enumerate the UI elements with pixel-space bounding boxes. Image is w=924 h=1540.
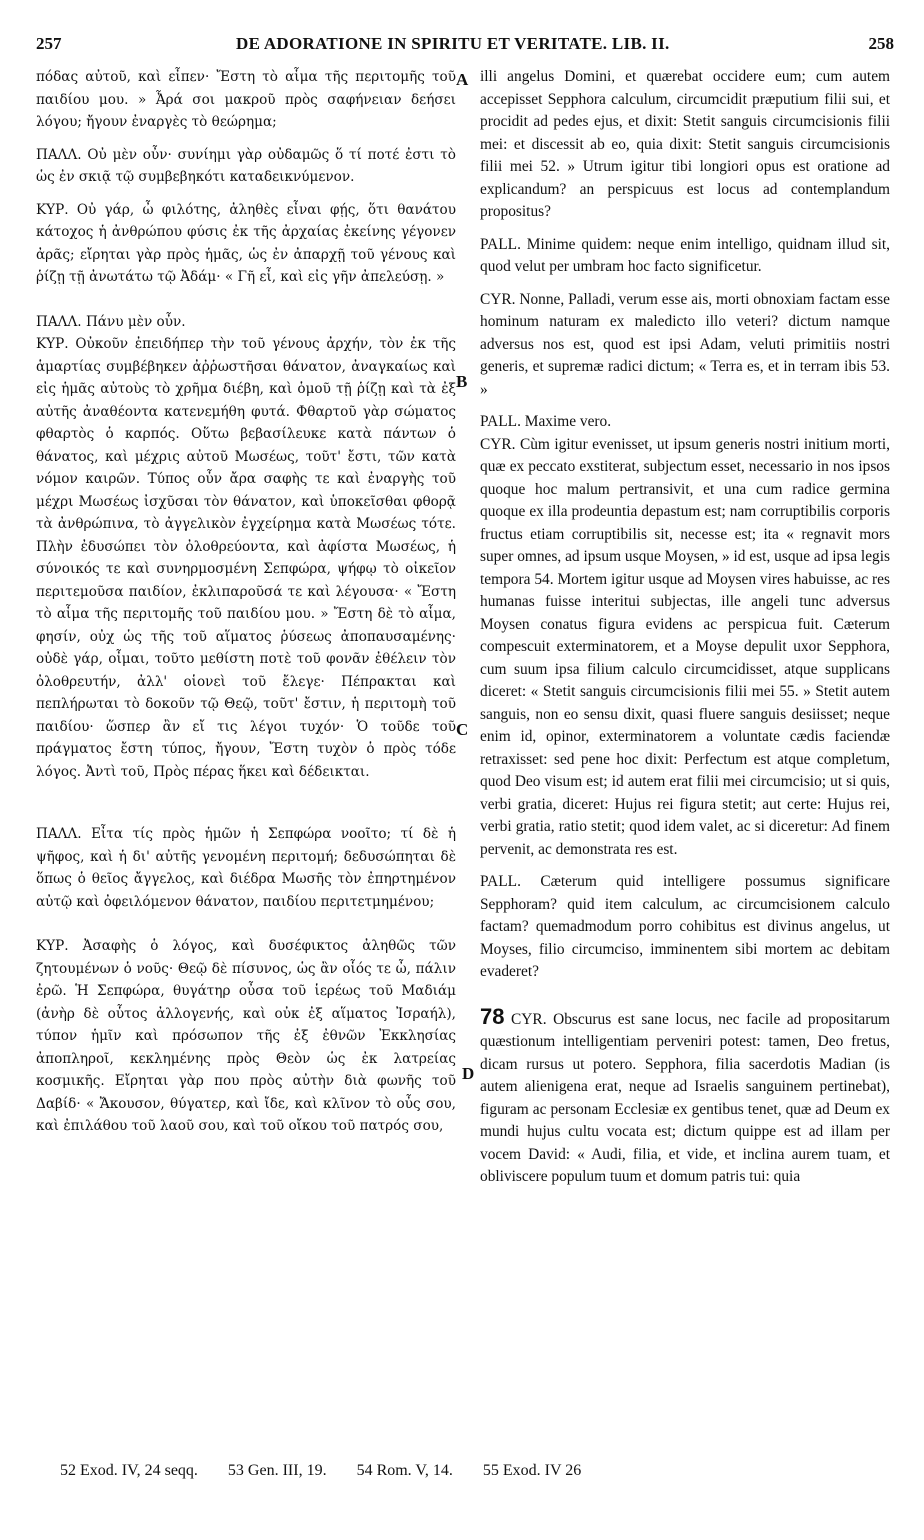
footnote: 55 Exod. IV 26 — [482, 1462, 582, 1479]
latin-paragraph: CYR. Nonne, Palladi, verum esse ais, morti obnoxiam factam esse hominum naturam ex maledicto illo veteri? dictum namque adversus nos est, quod est ipsi Adam, veluti primitiis nostri generis, et supremæ radici dictum; « Terra es, et in terram ibis 53. » — [480, 290, 890, 398]
section-number: 78 — [480, 1003, 505, 1029]
greek-paragraph: ΚΥΡ. Ἀσαφὴς ὁ λόγος, καὶ δυσέφικτος ἀληθῶς τῶν ζητουμένων ὁ νοῦς· Θεῷ δὲ πίσυνος, ὡς ἂν οἷός τε ὦ, πάλιν ἐρῶ. Ἡ Σεπφώρα, θυγάτηρ οὖσα τοῦ ἱερέως τοῦ Μαδιάμ (ἀνὴρ δὲ οὗτος ἀλλογενής, καὶ οὐκ ἐξ αἵματος Ἰσραήλ), τύπον ἡμῖν καὶ πρόσωπον τῆς ἐξ ἐθνῶν Ἐκκλησίας ἀποπληροῖ, κεκλημένης πρὸς Θεὸν ὡς ἐκ λατρείας κοσμικῆς. Εἴρηται γὰρ που πρὸς αὐτὴν διὰ φωνῆς τοῦ Δαβίδ· « Ἄκουσον, θύγατερ, καὶ ἴδε, καὶ κλῖνον τὸ οὖς σου, καὶ ἐπιλάθου τοῦ λαοῦ σου, καὶ τοῦ οἴκου τοῦ πατρός σου, — [36, 938, 456, 1134]
footnotes — [60, 1462, 884, 1480]
greek-paragraph: ΚΥΡ. Οὐκοῦν ἐπειδήπερ τὴν τοῦ γένους ἀρχήν, τὸν ἐκ τῆς ἁμαρτίας συμβέβηκεν ἀῤῥωστῆσαι θάνατον, ἀναγκαίως καὶ εἰς ἡμᾶς αὐτοὺς τὸ χρῆμα διέβη, καὶ ὁμοῦ τῇ ῥίζῃ καὶ τὰ ἐξ αὐτῆς ἀναθέοντα κατενεμήθη φυτά. Φθαρτοῦ γὰρ σώματος φθαρτὸς ὁ καρπός. Οὕτω βεβασίλευκε κατὰ πάντων ὁ θάνατος, καὶ μέχρις αὐτοῦ Μωσέως, τοῦτ' ἔστι, τῶν κατὰ νόμον καιρῶν. Τύπος οὖν ἄρα σαφὴς τε καὶ ἐναργὴς τοῦ μέχρι Μωσέως ἰσχῦσαι τὸν θάνατον, καὶ ὑποκεῖσθαι φθορᾷ τὰ ἀνθρώπινα, τὸ ἀγγελικὸν ἐγχείρημα κατὰ Μωσέως τότε. Πλὴν ἐδυσώπει τὸν ὀλοθρεύοντα, καὶ ἀφίστα Μωσέως, ἡ σύνοικός τε καὶ συνηρμοσμένη Σεπφώρα, ψήφῳ τὸ οἰκεῖον περιτεμοῦσα παιδίον, ἐκλιπαροῦσά τε καὶ λέγουσα· « Ἔστη τὸ αἷμα τῆς περιτομῆς τοῦ παιδίου μου. » Ἔστη δὲ τὸ αἷμα, φησίν, οὐχ ὡς τῆς τοῦ αἵματος ῥύσεως ἀποπαυσαμένης· οὐδὲ γάρ, οἶμαι, τοῦτο μεθίστη ποτὲ τοῦ φονᾶν ἐθέλειν τὸν ὀλοθρευτήν, ἀλλ' οἱονεὶ τοῦ ἔλεγε· Πέπρακται καὶ πεπλήρωται τὸ δοκοῦν τῷ Θεῷ, τοῦτ' ἔστιν, ἡ περιτομὴ τοῦ παιδίου· ὥσπερ ἂν εἴ τις λέγοι τυχόν· Ὁ τοῦδε τοῦ πράγματος ἔστη τύπος, ἤγουν, Ἔστη τυχὸν ὁ πρὸς τόδε λόγος. Ἀντὶ τοῦ, Πρὸς πέρας ἥκει καὶ δέδεικται. — [36, 336, 456, 780]
page-number-right: 258 — [868, 34, 894, 53]
latin-paragraph: PALL. Maxime vero. — [480, 413, 612, 430]
running-title: DE ADORATIONE IN SPIRITU ET VERITATE. LIB. II. — [236, 34, 670, 53]
latin-paragraph-text: CYR. Obscurus est sane locus, nec facile ad propositarum quæstionum intelligentiam perveniri potest: tamen, Deo fretus, dicam rursus ut potero. Sepphora, filia sacerdotis Madian (is autem alienigena erat, neque ad Israelis sanguinem pertinebat), figuram ac personam Ecclesiæ ex gentibus tenet, quæ ad Deum ex mundi hujus cultu vocata est; dictum quippe est ad illam per vocem David: « Audi, filia, et vide, et inclina aurem tuam, et obliviscere populum tuum et domum patris tui: quia — [480, 1010, 890, 1185]
margin-mark-b: B — [456, 372, 468, 391]
page-number-left: 257 — [36, 34, 62, 53]
latin-paragraph: PALL. Cæterum quid intelligere possumus significare Sepphoram? quid item calculum, ac circumcisionem calculo factam? quemadmodum porro cohibitus est divinus angelus, ut Moyses, filio circumciso, imminentem sibi mortem ac debitam evaderet? — [480, 873, 890, 980]
page-header — [36, 34, 894, 64]
footnote: 53 Gen. III, 19. — [227, 1462, 327, 1479]
greek-paragraph: ΠΑΛΛ. Εἶτα τίς πρὸς ἡμῶν ἡ Σεπφώρα νοοῖτο; τί δὲ ἡ ψῆφος, καὶ ἡ δι' αὐτῆς γενομένη περιτομή; δεδυσώπηται δὲ ὅπως ὁ θεῖος ἄγγελος, καὶ διέδρα Μωσῆς τὸν ἐπηρτημένον αὐτῷ καὶ ὀφειλόμενον θάνατον, παιδίου περιτετμημένου; — [36, 826, 456, 910]
footnote: 54 Rom. V, 14. — [356, 1462, 453, 1479]
margin-mark-d: D — [462, 1064, 475, 1083]
greek-paragraph: πόδας αὐτοῦ, καὶ εἶπεν· Ἔστη τὸ αἷμα τῆς περιτομῆς τοῦ παιδίου μου. » Ἆρά σοι μακροῦ πρὸς σαφήνειαν δεήσει λόγου; ἤγουν ἐναργὲς τὸ θεώρημα; — [36, 69, 456, 130]
latin-paragraph: illi angelus Domini, et quærebat occidere eum; cum autem accepisset Sepphora calculum, circumcidit præputium filii sui, et procidit ad pedes ejus, et dixit: Stetit sanguis circumcisionis filii mei: et discessit ab eo, quia dixit: Stetit sanguis circumcisionis filii mei 52. » Utrum igitur tibi longiori opus est oratione ad explicandum? an perspicuus est locus ad contemplandum propositus? — [480, 68, 890, 220]
greek-paragraph: ΠΑΛΛ. Πάνυ μὲν οὖν. — [36, 313, 186, 330]
latin-column — [480, 66, 890, 1189]
greek-paragraph: ΚΥΡ. Οὐ γάρ, ὦ φιλότης, ἀληθὲς εἶναι φῄς, ὅτι θανάτου κάτοχος ἡ ἀνθρώπου φύσις ἐκ τῆς ἀρχαίας ἐκείνης γέγονεν ἀρᾶς; εἴρηται γὰρ πρὸς ἡμᾶς, ὡς ἐν ἀπαρχῇ τοῦ γένους καὶ ῥίζῃ τῇ ἀνωτάτω τῷ Ἀδάμ· « Γῆ εἶ, καὶ εἰς γῆν ἀπελεύσῃ. » — [36, 201, 456, 285]
margin-mark-a: A — [456, 70, 469, 89]
greek-column — [36, 66, 456, 1138]
greek-paragraph: ΠΑΛΛ. Οὐ μὲν οὖν· συνίημι γὰρ οὐδαμῶς ὅ τί ποτέ ἐστι τὸ ὡς ἐν σκιᾷ τῷ συμβεβηκότι καταδεικνύμενον. — [36, 146, 456, 185]
footnote: 52 Exod. IV, 24 seqq. — [60, 1462, 198, 1479]
latin-paragraph: PALL. Minime quidem: neque enim intelligo, quidnam illud sit, quod velut per umbram hoc facto significetur. — [480, 235, 890, 275]
latin-paragraph: CYR. Cùm igitur evenisset, ut ipsum generis nostri initium morti, quæ ex peccato exstiterat, subjectum esset, necessario in nos ipsos quoque hoc malum pertransivit, et una cum radice germina quoque ex illa prodeuntia depastum est; nam corruptibilis corporis fructus etiam corruptibilis sit, necesse est; ita « regnavit mors super omnes, ad ipsum usque Moysen, » id est, usque ad ipsa legis tempora 54. Mortem igitur usque ad Moysen vires habuisse, ac res humanas fuisse interitui subjectas, ille angeli tunc adversus Moysen conatus figura evidens ac perspicua fuit. Cæterum compescuit exterminatorem, et a Moyse depulit uxor Sepphora, cum suum ipsa filium calculo circumcidisset, atque supplicans diceret: « Stetit sanguis circumcisionis filii mei 55. » Stetit autem sanguis, non eo sensu dixit, quasi fluere sanguis desiisset; neque enim id, opinor, exterminatorem a voluntate cædis faciendæ retraxisset: sed pene hoc dixit: Perfectum est atque completum, quod Deo visum est; id autem erat filii mei circumcisio; ut si quis, verbi gratia, diceret: Hujus rei figura stetit; aut certe: Hujus rei, verbi gratia, ratio stetit; quod idem valet, ac si diceretur: Ad finem pervenit, ac demonstrata res est. — [480, 435, 890, 858]
margin-mark-c: C — [456, 720, 469, 739]
latin-paragraph — [480, 1003, 890, 1189]
